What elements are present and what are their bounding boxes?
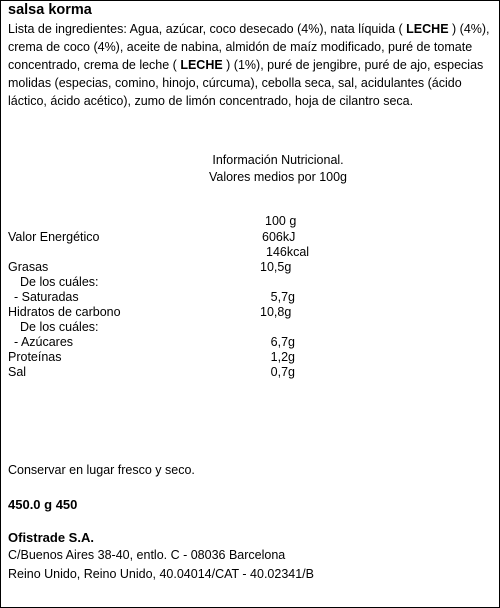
- allergen-milk: LECHE: [180, 58, 223, 72]
- saturated-label: - Saturadas: [14, 290, 79, 304]
- fat-value: 10,5g: [260, 260, 292, 274]
- protein-value: 1,2g: [270, 350, 295, 364]
- nutrition-heading: Información Nutricional.: [212, 153, 344, 167]
- energy-label: Valor Energético: [8, 230, 100, 244]
- ingredients-text: ) (1%), puré de jengibre, puré de ajo, especias molidas (especias, comino, hinojo, cúrcuma), cebolla seca, sal, acidulantes (ácido láctico, ácido acético), zumo de limón concentrado, hoja de cilantro seca.: [8, 58, 484, 108]
- ingredients-text: Lista de ingredientes: Agua, azúcar, coco desecado (4%), nata líquida (: [8, 22, 407, 36]
- ingredients-list: [8, 20, 492, 110]
- protein-label: Proteínas: [8, 350, 62, 364]
- energy-kcal-value: 146kcal: [266, 245, 310, 259]
- nutrition-column-header: 100 g: [265, 214, 297, 228]
- sugars-label: - Azúcares: [14, 335, 74, 349]
- fat-label: Grasas: [8, 260, 49, 274]
- salt-value: 0,7g: [270, 365, 295, 379]
- carbs-of-which-label: De los cuáles:: [20, 320, 99, 334]
- carbs-value: 10,8g: [260, 305, 292, 319]
- nutrition-subheading: Valores medios por 100g: [208, 170, 348, 184]
- salt-label: Sal: [8, 365, 27, 379]
- sugars-value: 6,7g: [270, 335, 295, 349]
- saturated-value: 5,7g: [270, 290, 295, 304]
- carbs-label: Hidratos de carbono: [8, 305, 121, 319]
- company-registry: Reino Unido, Reino Unido, 40.04014/CAT - 40.02341/B: [8, 567, 314, 581]
- company-address: C/Buenos Aires 38-40, entlo. C - 08036 Barcelona: [8, 548, 286, 562]
- allergen-milk: LECHE: [406, 22, 449, 36]
- product-title: salsa korma: [8, 2, 92, 18]
- fat-of-which-label: De los cuáles:: [20, 275, 99, 289]
- energy-kj-value: 606kJ: [262, 230, 296, 244]
- ingredients-text: ) (4%), crema de coco (4%), aceite de nabina, almidón de maíz modificado, puré de tomate concentrado, crema de leche (: [8, 22, 490, 72]
- storage-instructions: Conservar en lugar fresco y seco.: [8, 463, 195, 477]
- net-weight: 450.0 g 450: [8, 497, 78, 512]
- company-name: Ofistrade S.A.: [8, 530, 94, 545]
